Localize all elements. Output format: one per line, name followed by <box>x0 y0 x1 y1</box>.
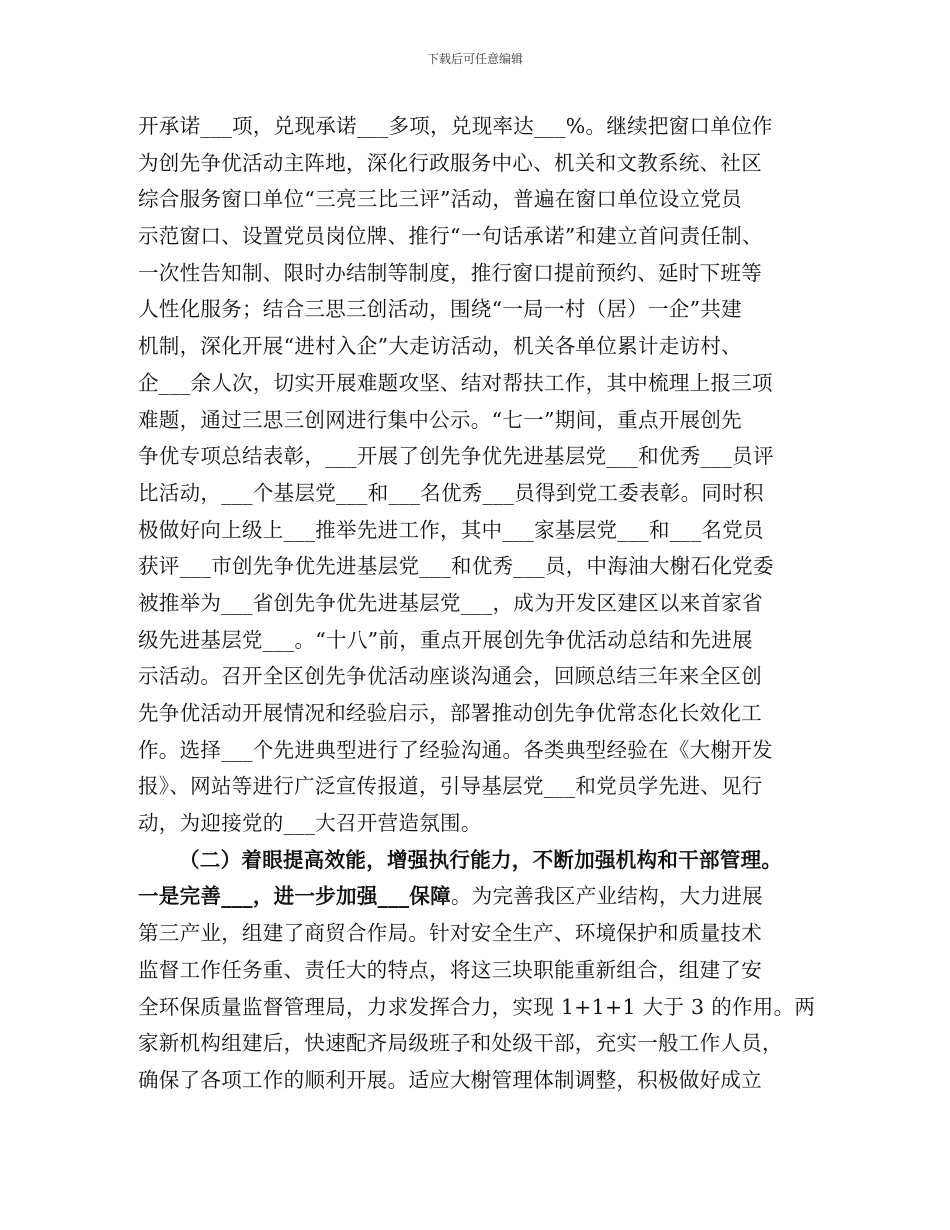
text-line: 全环保质量监督管理局，力求发挥合力，实现 1+1+1 大于 3 的作用。两 <box>138 994 816 1019</box>
text-line: 监督工作任务重、责任大的特点，将这三块职能重新组合，组建了安 <box>138 957 762 982</box>
text-line: 报》、网站等进行广泛宣传报道，引导基层党___和党员学先进、见行 <box>138 774 763 799</box>
text-line: 一次性告知制、限时办结制等制度，推行窗口提前预约、延时下班等 <box>138 260 762 285</box>
text-line: 级先进基层党___。“十八”前，重点开展创先争优活动总结和先进展 <box>138 627 753 652</box>
text-line: 示范窗口、设置党员岗位牌、推行“一句话承诺”和建立首问责任制、 <box>138 224 763 249</box>
text-line: 综合服务窗口单位“三亮三比三评”活动，普遍在窗口单位设立党员 <box>138 187 742 212</box>
page-header: 下载后可任意编辑 <box>426 52 523 66</box>
text-line: 确保了各项工作的顺利开展。适应大榭管理体制调整，积极做好成立 <box>138 1067 762 1092</box>
text-line: 动，为迎接党的___大召开营造氛围。 <box>138 811 482 836</box>
text-line: 开承诺___项，兑现承诺___多项，兑现率达___%。继续把窗口单位作 <box>138 114 773 138</box>
document-body <box>138 108 818 1099</box>
text-line: 企___余人次，切实开展难题攻坚、结对帮扶工作，其中梳理上报三项 <box>138 370 773 395</box>
text-line: （二）着眼提高效能，增强执行能力，不断加强机构和干部管理。 <box>179 847 783 872</box>
text-line: 极做好向上级上___推举先进工作，其中___家基层党___和___名党员 <box>138 517 764 542</box>
text-line: 示活动。召开全区创先争优活动座谈沟通会，回顾总结三年来全区创 <box>138 664 762 689</box>
text-line: 为创先争优活动主阵地，深化行政服务中心、机关和文教系统、社区 <box>138 150 762 175</box>
text-line: 比活动，___个基层党___和___名优秀___员得到党工委表彰。同时积 <box>138 480 764 505</box>
text-line: 先争优活动开展情况和经验启示，部署推动创先争优常态化长效化工 <box>138 701 762 725</box>
text-line: 人性化服务；结合三思三创活动，围绕“一局一村（居）一企”共建 <box>138 297 742 322</box>
text-line: 难题，通过三思三创网进行集中公示。“七一”期间，重点开展创先 <box>138 407 742 432</box>
bold-run: 一是完善___，进一步加强___保障 <box>138 884 451 909</box>
text-line: 获评___市创先争优先进基层党___和优秀___员，中海油大榭石化党委 <box>138 554 774 579</box>
text-line: 争优专项总结表彰，___开展了创先争优先进基层党___和优秀___员评 <box>138 444 774 469</box>
text-line: 被推举为___省创先争优先进基层党___，成为开发区建区以来首家省 <box>138 590 763 615</box>
text-line: 作。选择___个先进典型进行了经验沟通。各类典型经验在《大榭开发 <box>138 737 773 762</box>
text-line <box>138 878 818 915</box>
text-line: 机制，深化开展“进村入企”大走访活动，机关各单位累计走访村、 <box>138 334 742 359</box>
normal-run: 。为完善我区产业结构，大力进展 <box>450 884 763 909</box>
text-line: 第三产业，组建了商贸合作局。针对安全生产、环境保护和质量技术 <box>138 921 762 946</box>
text-line: 家新机构组建后，快速配齐局级班子和处级干部，充实一般工作人员， <box>138 1031 783 1056</box>
